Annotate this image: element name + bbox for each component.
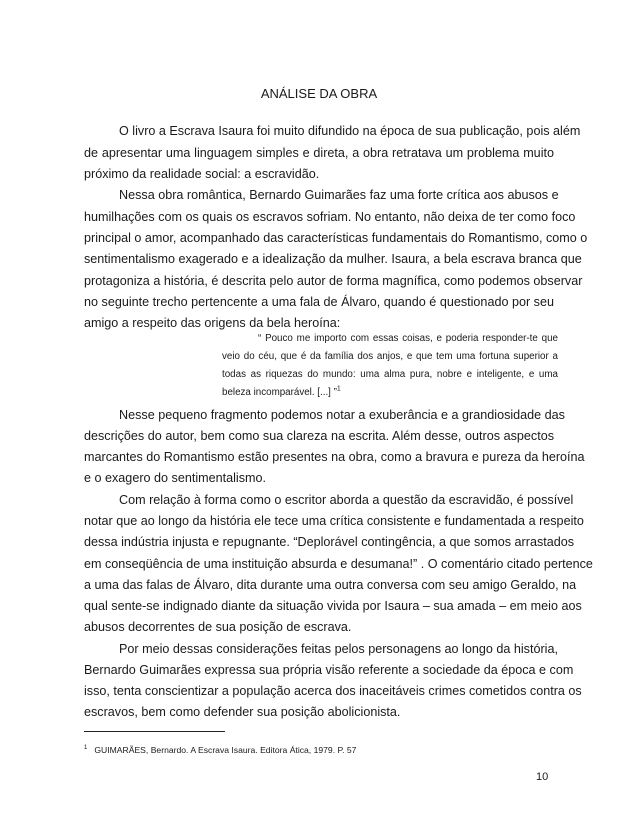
body-line: Com relação à forma como o escritor aborda a questão da escravidão, é possível — [119, 493, 574, 507]
quote-line — [222, 387, 558, 398]
quote-line: “ Pouco me importo com essas coisas, e poderia responder-te que — [258, 333, 558, 344]
body-line: Nesse pequeno fragmento podemos notar a exuberância e a grandiosidade das — [119, 408, 565, 422]
body-line: em conseqüência de uma instituição absurda e desumana!” . O comentário citado pertence — [84, 557, 593, 571]
quote-text: beleza incomparável. [...] ” — [222, 387, 337, 398]
body-line: Nessa obra romântica, Bernardo Guimarães faz uma forte crítica aos abusos e — [119, 188, 559, 202]
page-number: 10 — [536, 771, 549, 783]
body-line: de apresentar uma linguagem simples e direta, a obra retratava um problema muito — [84, 146, 554, 160]
body-line: principal o amor, acompanhado das características fundamentais do Romantismo, como o — [84, 231, 588, 245]
body-line: O livro a Escrava Isaura foi muito difundido na época de sua publicação, pois além — [119, 124, 581, 138]
section-title: ANÁLISE DA OBRA — [260, 86, 378, 101]
body-line: dessa indústria injusta e repugnante. “Deplorável contingência, a que somos arrastados — [84, 535, 575, 549]
body-line: descrições do autor, bem como sua clareza na escrita. Além desse, outros aspectos — [84, 429, 554, 443]
body-line: próximo da realidade social: a escravidão. — [84, 167, 320, 181]
footnote — [84, 745, 356, 755]
body-line: qual sente-se indignado diante da situação vivida por Isaura – sua amada – em meio aos — [84, 599, 582, 613]
quote-line: todas as riquezas do mundo: uma alma pura, nobre e inteligente, e uma — [222, 369, 558, 380]
body-line: a uma das falas de Álvaro, dita durante uma outra conversa com seu amigo Geraldo, na — [84, 578, 577, 592]
body-line: humilhações com os quais os escravos sofriam. No entanto, não deixa de ter como foco — [84, 210, 576, 224]
body-line: escravos, bem como defender sua posição abolicionista. — [84, 705, 401, 719]
body-line: no seguinte trecho pertencente a uma fala de Álvaro, quando é questionado por seu — [84, 295, 554, 309]
body-line: sentimentalismo exagerado e a idealização da mulher. Isaura, a bela escrava branca que — [84, 252, 582, 266]
quote-line: veio do céu, que é da família dos anjos, e que tem uma fortuna superior a — [222, 351, 558, 362]
footnote-mark: 1 — [84, 745, 88, 752]
body-line: isso, tenta conscientizar a população acerca dos inaceitáveis crimes cometidos contra os — [84, 684, 582, 698]
footnote-separator — [84, 731, 225, 732]
body-line: marcantes do Romantismo estão presentes na obra, como a bravura e pureza da heroína — [84, 450, 585, 464]
body-line: Bernardo Guimarães expressa sua própria visão referente a sociedade da época e com — [84, 663, 574, 677]
footnote-reference: 1 — [336, 385, 341, 393]
body-line: Por meio dessas considerações feitas pelos personagens ao longo da história, — [119, 642, 558, 656]
body-line: e o exagero do sentimentalismo. — [84, 471, 267, 485]
body-line: amigo a respeito das origens da bela heroína: — [84, 316, 341, 330]
body-line: notar que ao longo da história ele tece uma crítica consistente e fundamentada a respeito — [84, 514, 584, 528]
body-line: abusos decorrentes de sua posição de escrava. — [84, 620, 352, 634]
body-line: protagoniza a história, é descrita pelo autor de forma magnífica, como podemos observar — [84, 274, 583, 288]
footnote-text: GUIMARÃES, Bernardo. A Escrava Isaura. Editora Ática, 1979. P. 57 — [94, 745, 357, 755]
